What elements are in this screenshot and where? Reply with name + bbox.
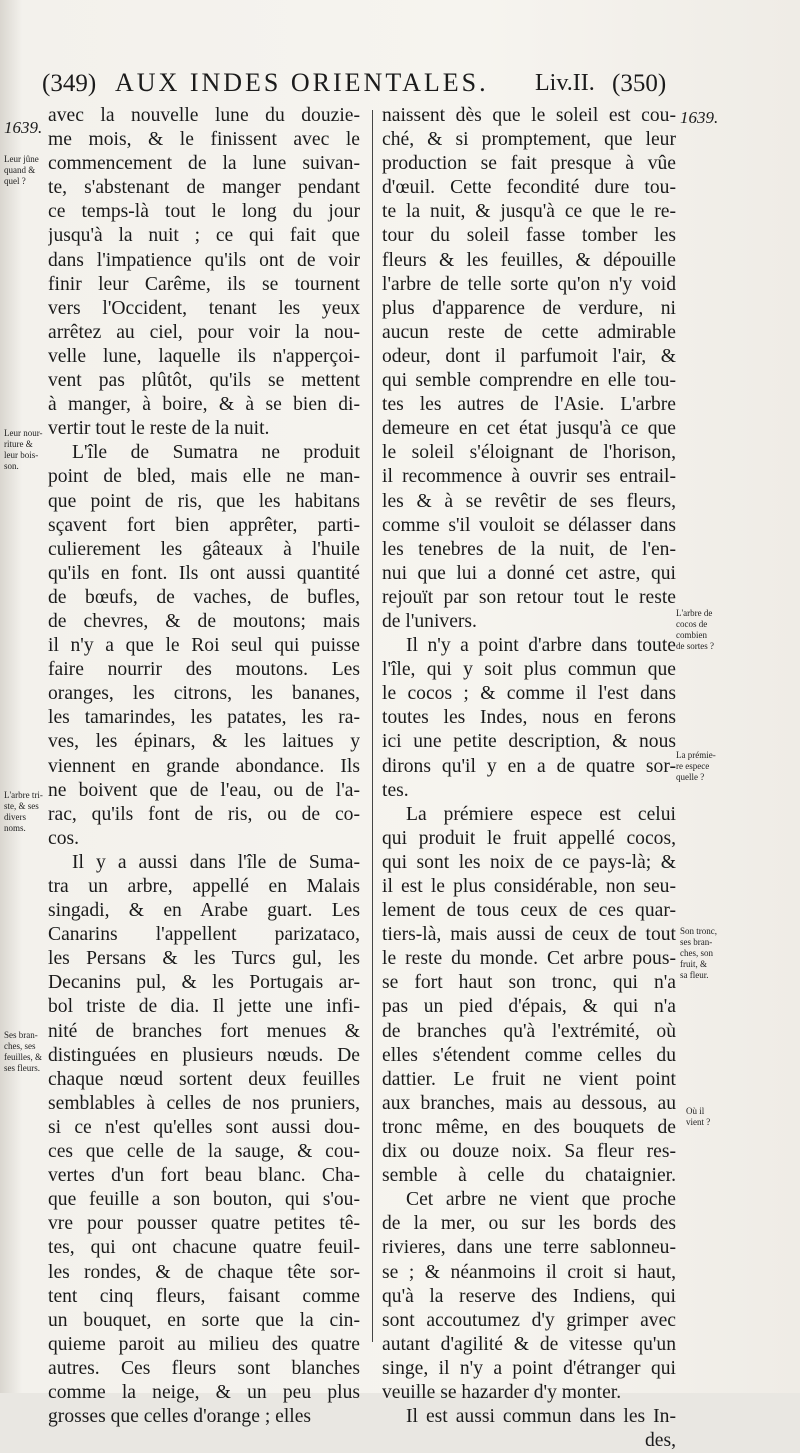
text-line: le soleil s'éloignant de l'horison, <box>382 442 676 464</box>
text-line: des, <box>644 1430 676 1452</box>
margin-note-line: riture & <box>4 439 33 449</box>
margin-note-line: de sortes ? <box>676 641 714 651</box>
text-line: chaque nœud sortent deux feuilles <box>48 1068 360 1090</box>
margin-note-line: son. <box>4 461 19 471</box>
text-line: point de bled, mais elle ne man- <box>48 466 360 488</box>
margin-note-line: combien <box>676 630 707 640</box>
text-line: ces que celle de la sauge, & cou- <box>48 1141 360 1163</box>
text-line: il recommence à ouvrir ses entrail- <box>382 466 676 488</box>
text-line: se ; & néanmoins il croit si haut, <box>382 1261 676 1283</box>
margin-note-line: noms. <box>4 823 26 833</box>
text-line: te la nuit, & jusqu'à ce que le re- <box>382 201 676 223</box>
margin-note-line: Leur jûne <box>4 154 39 164</box>
text-line: de la mer, ou sur les bords des <box>382 1213 676 1235</box>
margin-note-line: fruit, & <box>680 959 707 969</box>
text-line: bol triste de dia. Il jette une infi- <box>48 996 360 1018</box>
text-line: vers l'Occident, tenant les yeux <box>48 297 360 319</box>
margin-note-line: Son tronc, <box>680 926 717 936</box>
text-line: comme s'il vouloit se délasser dans <box>382 514 676 536</box>
text-line: tent cinq fleurs, faisant comme <box>48 1285 360 1307</box>
text-line: le cocos ; & comme il l'est dans <box>382 683 676 705</box>
text-line: faire nourrir des moutons. Les <box>48 659 360 681</box>
text-line: de branches qu'à l'extrémité, où <box>382 1020 676 1042</box>
text-line: singe, il n'y a point d'étranger qui <box>382 1357 676 1379</box>
margin-note-line: ses bran- <box>680 937 713 947</box>
text-line: ici une petite description, & nous <box>382 731 676 753</box>
margin-note-left-2 <box>4 428 43 472</box>
text-line: Cet arbre ne vient que proche <box>406 1189 676 1211</box>
text-line: tes les autres de l'Asie. L'arbre <box>382 394 676 416</box>
text-line: tra un arbre, appellé en Malais <box>48 876 360 897</box>
margin-note-line: La prémie- <box>676 750 716 760</box>
text-line: vertir tout le reste de la nuit. <box>48 418 270 440</box>
text-line: velle lune, laquelle ils n'apperçoi- <box>48 345 360 367</box>
book-number: Liv.II. <box>535 70 595 96</box>
text-line: autant d'agilité & de vitesse qu'un <box>382 1333 676 1355</box>
text-line: que point de ris, que les habitans <box>48 490 360 512</box>
text-line: semble à celle du chataignier. <box>382 1165 676 1187</box>
left-column <box>48 104 360 1429</box>
text-line: qui semble comprendre en elle tou- <box>382 370 676 392</box>
margin-note-left-1 <box>4 154 39 187</box>
text-line: te, s'abstenant de manger pendant <box>48 177 360 199</box>
margin-note-line: cocos de <box>676 619 708 629</box>
page-number-right: (350) <box>612 70 667 97</box>
text-line: semblables à celles de nos pruniers, <box>48 1092 360 1114</box>
text-line: L'île de Sumatra ne produit <box>72 442 360 464</box>
margin-note-line: ses fleurs. <box>4 1063 40 1073</box>
text-line: rivieres, dans une terre sablonneu- <box>382 1237 676 1259</box>
text-line: veuille se hazarder d'y monter. <box>382 1381 622 1403</box>
text-line: de bœufs, de vaches, de bufles, <box>48 586 360 608</box>
margin-note-line: ste, & ses <box>4 801 39 811</box>
text-line: vre pour pousser quatre petites tê- <box>48 1213 360 1235</box>
text-line: me mois, & le finissent avec le <box>48 129 360 151</box>
text-line: les tenebres de la nuit, de l'en- <box>382 538 676 560</box>
margin-note-right-4 <box>686 1106 710 1128</box>
text-line: distinguées en plusieurs nœuds. De <box>48 1044 360 1066</box>
text-line: cos. <box>48 827 80 849</box>
text-line: Canarins l'appellent parizataco, <box>48 924 360 946</box>
text-line: à manger, à boire, & à se bien di- <box>48 394 360 416</box>
text-line: elles s'étendent comme celles du <box>382 1044 676 1066</box>
margin-note-left-3 <box>4 790 43 834</box>
text-line: tes, qui ont chacune quatre feuil- <box>48 1237 360 1259</box>
text-line: lement de tous ceux de ces quar- <box>382 900 676 922</box>
text-line: d'œuil. Cette fecondité dure tou- <box>382 177 676 199</box>
text-line: comme la neige, & un peu plus <box>48 1381 360 1403</box>
text-line: sçavent fort bien apprêter, parti- <box>48 514 360 536</box>
text-line: l'arbre de telle sorte qu'on n'y void <box>382 273 676 295</box>
margin-note-right-1 <box>676 608 714 652</box>
margin-note-left-4 <box>4 1030 42 1074</box>
text-line: se fort haut son tronc, qui n'a <box>382 972 676 994</box>
text-line: jusqu'à la nuit ; ce qui fait que <box>48 225 360 247</box>
text-line: qui produit le fruit appellé cocos, <box>382 827 676 849</box>
text-line: les & à se revêtir de ses fleurs, <box>382 490 676 512</box>
text-line: nui que lui a donné cet astre, qui <box>382 562 676 584</box>
text-line: vent pas plûtôt, qu'ils se mettent <box>48 370 360 392</box>
text-line: dix ou douze noix. Sa fleur res- <box>382 1141 676 1163</box>
margin-note-line: quand & <box>4 165 36 175</box>
text-line: grosses que celles d'orange ; elles <box>48 1406 312 1428</box>
text-line: rac, qu'ils font de ris, ou de co- <box>48 803 360 825</box>
margin-note-line: quel ? <box>4 176 26 186</box>
text-line: nité de branches fort menues & <box>48 1020 360 1042</box>
text-line: un bouquet, en sorte que la cin- <box>48 1309 360 1331</box>
margin-note-line: Leur nour- <box>4 428 43 438</box>
text-line: viennent en grande abondance. Ils <box>48 755 360 777</box>
running-header <box>0 66 800 106</box>
text-line: dattier. Le fruit ne vient point <box>382 1068 676 1090</box>
margin-note-line: divers <box>4 812 26 822</box>
margin-note-line: feuilles, & <box>4 1052 42 1062</box>
margin-note-line: leur bois- <box>4 450 39 460</box>
text-line: qu'à la reserve des Indiens, qui <box>382 1285 676 1307</box>
text-line: autres. Ces fleurs sont blanches <box>48 1357 360 1379</box>
text-line: ves, les épinars, & les laitues y <box>48 731 360 753</box>
text-line: arrêtez au ciel, pour voir la nou- <box>48 321 360 343</box>
margin-note-line: ches, ses <box>4 1041 36 1051</box>
text-line: odeur, dont il parfumoit l'air, & <box>382 345 676 367</box>
text-line: commencement de la lune suivan- <box>48 153 360 175</box>
margin-note-line: Ses bran- <box>4 1030 38 1040</box>
text-line: sont accoutumez d'y grimper avec <box>382 1309 676 1331</box>
text-line: fleurs & les feuilles, & dépouille <box>382 249 676 271</box>
text-line: ce temps-là tout le long du jour <box>48 201 360 223</box>
running-title: AUX INDES ORIENTALES. <box>115 68 489 97</box>
text-line: plus d'apparence de verdure, ni <box>382 297 676 319</box>
text-line: qu'ils en font. Ils ont aussi quantité <box>48 562 360 584</box>
text-line: les tamarindes, les patates, les ra- <box>48 707 360 729</box>
text-line: demeure en cet état jusqu'à ce que <box>382 418 676 440</box>
text-line: oranges, les citrons, les bananes, <box>48 683 360 705</box>
text-line: production se fait presque à vûe <box>382 153 676 175</box>
text-line: dirons qu'il y en a de quatre sor- <box>382 755 676 777</box>
text-line: l'île, qui y soit plus commun que <box>382 659 676 681</box>
text-line: toutes les Indes, nous en ferons <box>382 707 676 729</box>
text-line: pas un pied d'épais, & qui n'a <box>382 996 676 1018</box>
text-line: Il y a aussi dans l'île de Suma- <box>72 851 360 873</box>
text-line: il n'y a que le Roi seul qui puisse <box>48 635 360 657</box>
text-line: rejouït par son retour tout le reste <box>382 586 676 608</box>
text-line: de chevres, & de moutons; mais <box>48 610 360 632</box>
text-line: les Persans & les Turcs gul, les <box>48 948 360 970</box>
text-line: naissent dès que le soleil est cou- <box>382 105 676 126</box>
text-line: le reste du monde. Cet arbre pous- <box>382 948 676 970</box>
text-line: finir leur Carême, ils se tournent <box>48 273 360 295</box>
text-line: Il est aussi commun dans les In- <box>406 1406 676 1428</box>
text-line: si ce n'est qu'elles sont aussi dou- <box>48 1116 360 1138</box>
text-line: ne boivent que de l'eau, ou de l'a- <box>48 779 360 801</box>
column-divider <box>372 110 373 1342</box>
text-line: vertes d'un fort beau blanc. Cha- <box>48 1165 360 1187</box>
text-line: que feuille a son bouton, qui s'ou- <box>48 1189 360 1211</box>
margin-note-line: vient ? <box>686 1117 711 1127</box>
text-line: La prémiere espece est celui <box>406 803 676 825</box>
text-line: tour du soleil fasse tomber les <box>382 225 676 247</box>
margin-note-line: ches, son <box>680 948 713 958</box>
page-number-left: (349) <box>42 70 97 97</box>
margin-note-line: quelle ? <box>676 772 705 782</box>
text-line: aucun reste de cette admirable <box>382 321 676 343</box>
margin-note-right-2 <box>676 750 716 783</box>
right-column <box>382 104 676 1453</box>
text-line: ché, & si promptement, que leur <box>382 129 676 151</box>
margin-note-line: re espece <box>676 761 710 771</box>
text-line: tes. <box>382 779 409 801</box>
text-line: aux branches, mais au dessous, au <box>382 1092 676 1114</box>
margin-note-right-3 <box>680 926 717 981</box>
text-line: Il n'y a point d'arbre dans toute <box>406 635 676 657</box>
text-line: tiers-là, mais aussi de ceux de tout <box>382 924 676 946</box>
margin-note-line: L'arbre de <box>676 608 713 618</box>
text-line: il est le plus considérable, non seu- <box>382 876 676 897</box>
text-line: de l'univers. <box>382 610 477 632</box>
text-line: singadi, & en Arabe guart. Les <box>48 900 360 922</box>
text-line: tronc même, en des bouquets de <box>382 1116 676 1138</box>
margin-note-line: L'arbre tri- <box>4 790 43 800</box>
year-left: 1639. <box>4 118 43 137</box>
text-line: culierement les gâteaux à l'huile <box>48 538 360 560</box>
text-line: Decanins pul, & les Portugais ar- <box>48 972 360 994</box>
text-line: quieme paroit au milieu des quatre <box>48 1333 360 1355</box>
text-line: qui sont les noix de ce pays-là; & <box>382 851 676 873</box>
text-line: dans l'impatience qu'ils ont de voir <box>48 249 360 271</box>
margin-note-line: Où il <box>686 1106 705 1116</box>
text-line: avec la nouvelle lune du douzie- <box>48 105 360 126</box>
year-right: 1639. <box>680 108 719 127</box>
margin-note-line: sa fleur. <box>680 970 709 980</box>
text-line: les rondes, & de chaque tête sor- <box>48 1261 360 1283</box>
